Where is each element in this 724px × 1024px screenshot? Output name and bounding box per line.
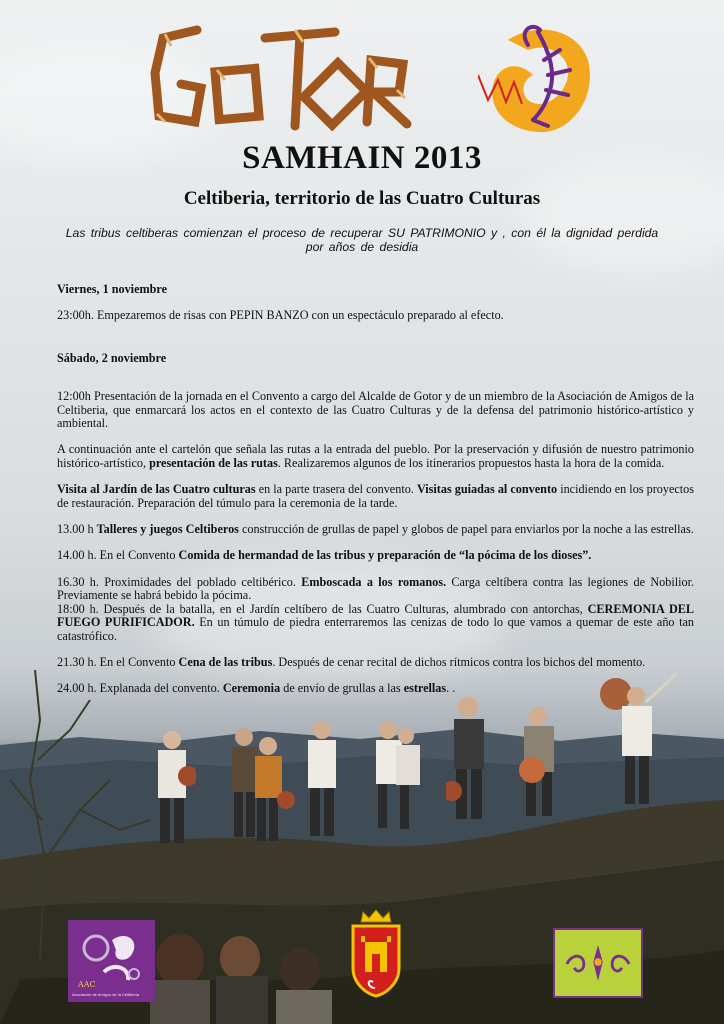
celtic-symbol-logo	[553, 928, 643, 998]
ayuntamiento-coat-of-arms	[345, 908, 407, 998]
gotor-logo-text: GoToR	[145, 132, 149, 133]
program-item: 16.30 h. Proximidades del poblado celtibérico. Emboscada a los romanos. Carga celtíbera contra las legiones de Nobilior. Previamente se habrá bebido la pócima.	[57, 574, 695, 603]
program-item: A continuación ante el cartelón que señala las rutas a la entrada del pueblo. Por la preservación y difusión de nuestro patrimonio histórico-artístico, presentación de las rutas. Realizaremos algunos de los itinerarios propuestos hasta la hora de la comida.	[57, 442, 694, 470]
aac-swirl-icon	[68, 920, 155, 1002]
aac-caption: Asociación de Amigos de la Celtiberia	[72, 992, 139, 997]
day-heading: Sábado, 2 noviembre	[57, 350, 167, 365]
event-subtitle: Celtiberia, territorio de las Cuatro Culturas	[183, 188, 541, 209]
program-item: 21.30 h. En el Convento Cena de las tribus. Después de cenar recital de dichos rítmicos contra los bichos del momento.	[57, 654, 646, 669]
event-title: SAMHAIN 2013	[242, 140, 482, 176]
program-item: 23:00h. Empezaremos de risas con PEPIN BANZO con un espectáculo preparado al efecto.	[57, 308, 504, 323]
ayuntamiento-caption: Ayuntamiento de Gotor	[333, 1002, 427, 1012]
day-heading: Viernes, 1 noviembre	[57, 282, 168, 296]
program-item: 13.00 h Talleres y juegos Celtiberos construcción de grullas de papel y globos de papel para enviarlos por la noche a las estrellas.	[57, 522, 694, 537]
child-warrior	[512, 704, 568, 822]
coat-of-arms-icon	[345, 908, 407, 998]
intro-text: Las tribus celtiberas comienzan el proceso de recuperar SU PATRIMONIO y , con él la dignidad perdida por años de desidia	[65, 226, 659, 254]
child-warrior	[148, 728, 196, 858]
celtic-symbol-icon	[555, 930, 641, 996]
program-item: 12:00h Presentación de la jornada en el Convento a cargo del Alcalde de Gotor y de un miembro de la Asociación de Amigos de la Celtiberia, que enmarcará los actos en el contexto de las Cuatro Culturas y de la defensa del patrimonio histórico-artístico y ambiental.	[57, 389, 694, 431]
celtic-bird-emblem	[478, 20, 598, 135]
program-item: 24.00 h. Explanada del convento. Ceremonia de envío de grullas a las estrellas. .	[57, 681, 456, 696]
program-item: 18:00 h. Después de la batalla, en el Jardín celtíbero de las Cuatro Culturas, alumbrado con antorchas, CEREMONIA DEL FUEGO PURIFICADOR. En un túmulo de piedra enterraremos las cenizas de todo lo que vamos a quemar de este año tan catastrófico.	[57, 601, 694, 643]
program-item: Visita al Jardín de las Cuatro culturas en la parte trasera del convento. Visitas guiadas al convento incidiendo en los proyectos de restauración. Preparación del túmulo para la ceremonia de la tarde.	[57, 482, 694, 510]
aac-initials: AAC	[78, 980, 96, 989]
aac-association-logo	[68, 920, 155, 1002]
child-warrior	[296, 718, 346, 848]
program-item: 14.00 h. En el Convento Comida de hermandad de las tribus y preparación de “la pócima de los dioses”.	[57, 548, 592, 563]
gotor-logo	[145, 18, 420, 133]
program-text	[57, 283, 694, 696]
child-warrior	[446, 695, 496, 827]
child-warrior	[246, 734, 296, 849]
child-warrior	[368, 718, 424, 836]
bare-tree-silhouette	[0, 660, 160, 960]
